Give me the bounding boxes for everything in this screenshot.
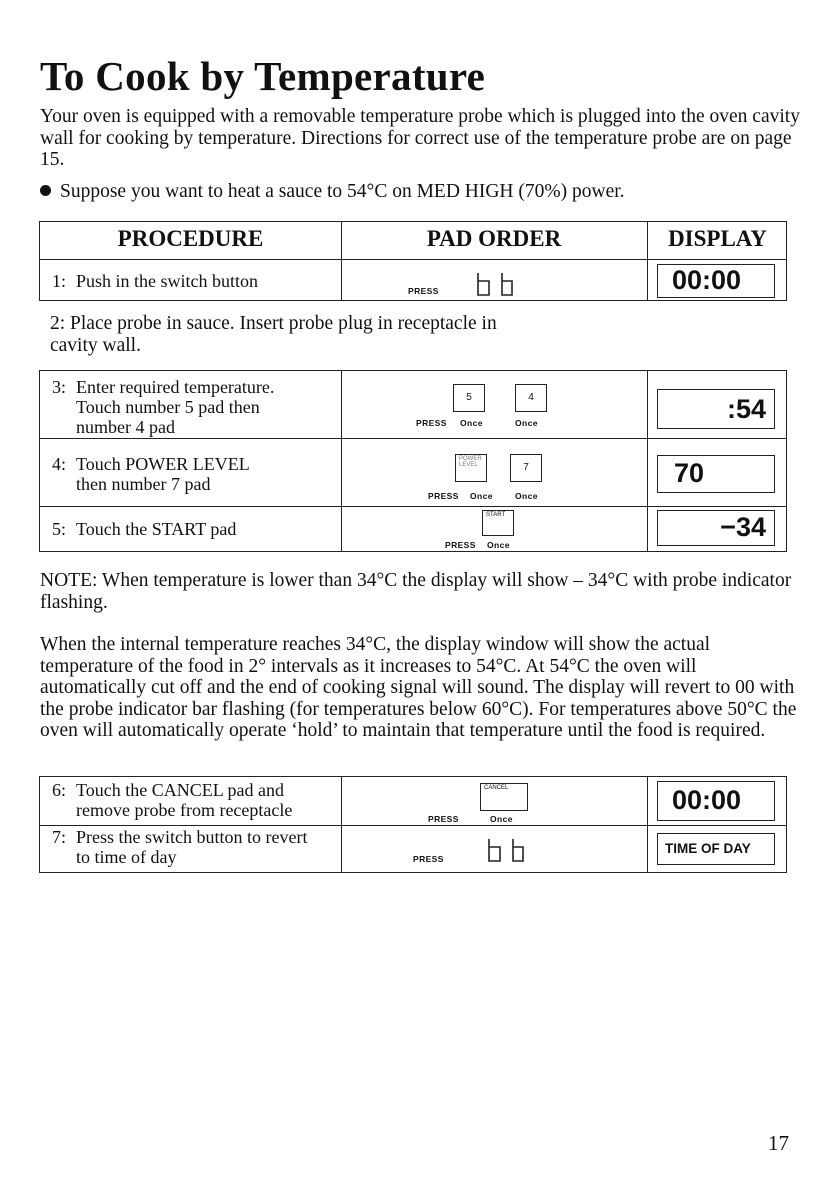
once-label: Once bbox=[470, 491, 493, 501]
bullet-text: Suppose you want to heat a sauce to 54°C on MED HIGH (70%) power. bbox=[60, 181, 625, 202]
step-1-row bbox=[40, 259, 786, 300]
step-6-text: 6: Touch the CANCEL pad and remove probe from receptacle bbox=[52, 780, 293, 820]
switch-button-icon bbox=[485, 837, 529, 863]
display-step-7: TIME OF DAY bbox=[657, 833, 775, 865]
step-1-text: Push in the switch button bbox=[76, 271, 259, 291]
display-step-3: :54 bbox=[657, 389, 775, 429]
procedure-table-2 bbox=[39, 370, 787, 552]
press-label: PRESS bbox=[413, 854, 444, 864]
note-paragraph: NOTE: When temperature is lower than 34°C the display will show – 34°C with probe indicator flashing. bbox=[40, 570, 792, 613]
display-step-1: 00:00 bbox=[657, 264, 775, 298]
step-4-text: 4: Touch POWER LEVEL then number 7 pad bbox=[52, 454, 250, 494]
procedure-table-1 bbox=[39, 221, 787, 301]
press-label: PRESS bbox=[428, 491, 459, 501]
power-level-pad[interactable]: POWER LEVEL bbox=[455, 454, 487, 482]
display-step-6: 00:00 bbox=[657, 781, 775, 821]
step-3-text: 3: Enter required temperature. Touch number 5 pad then number 4 pad bbox=[52, 377, 275, 437]
press-label: PRESS bbox=[428, 814, 459, 824]
display-step-4: 70 bbox=[657, 455, 775, 493]
body-paragraph: When the internal temperature reaches 34°C, the display window will show the actual temperature of the food in 2° intervals as it increases to 54°C. At 54°C the oven will automatically cut off and the end of cooking signal will sound. The display will revert to 00 with the probe indicator bar flashing (for temperatures below 60°C). For temperatures above 50°C the oven will automatically operate ‘hold’ to maintain that temperature until the food is required. bbox=[40, 634, 797, 741]
once-label: Once bbox=[487, 540, 510, 550]
once-label: Once bbox=[515, 491, 538, 501]
once-label: Once bbox=[515, 418, 538, 428]
once-label: Once bbox=[460, 418, 483, 428]
display-step-5: −34 bbox=[657, 510, 775, 546]
header-procedure: PROCEDURE bbox=[117, 226, 264, 251]
step-7-text: 7: Press the switch button to revert to time of day bbox=[52, 827, 308, 867]
step-5-text: 5: Touch the START pad bbox=[52, 519, 237, 539]
step-2-text: 2: Place probe in sauce. Insert probe plug in receptacle in cavity wall. bbox=[50, 313, 497, 356]
page-title: To Cook by Temperature bbox=[40, 53, 486, 99]
procedure-table-3 bbox=[39, 776, 787, 873]
example-bullet bbox=[40, 181, 800, 203]
cancel-pad[interactable]: CANCEL bbox=[480, 783, 528, 811]
number-7-pad[interactable]: 7 bbox=[510, 454, 542, 482]
switch-button-icon bbox=[474, 271, 518, 297]
press-label: PRESS bbox=[416, 418, 447, 428]
number-5-pad[interactable]: 5 bbox=[453, 384, 485, 412]
number-4-pad[interactable]: 4 bbox=[515, 384, 547, 412]
header-pad-order: PAD ORDER bbox=[426, 226, 562, 251]
press-label: PRESS bbox=[445, 540, 476, 550]
start-pad[interactable]: START bbox=[482, 510, 514, 536]
step-number: 1: bbox=[52, 271, 67, 291]
press-label: PRESS bbox=[408, 286, 439, 296]
page-number: 17 bbox=[768, 1131, 789, 1155]
header-display: DISPLAY bbox=[668, 226, 767, 251]
intro-paragraph: Your oven is equipped with a removable temperature probe which is plugged into the oven cavity wall for cooking by temperature. Directions for correct use of the temperature probe are on page 15. bbox=[40, 106, 800, 170]
bullet-icon bbox=[40, 185, 51, 196]
once-label: Once bbox=[490, 814, 513, 824]
